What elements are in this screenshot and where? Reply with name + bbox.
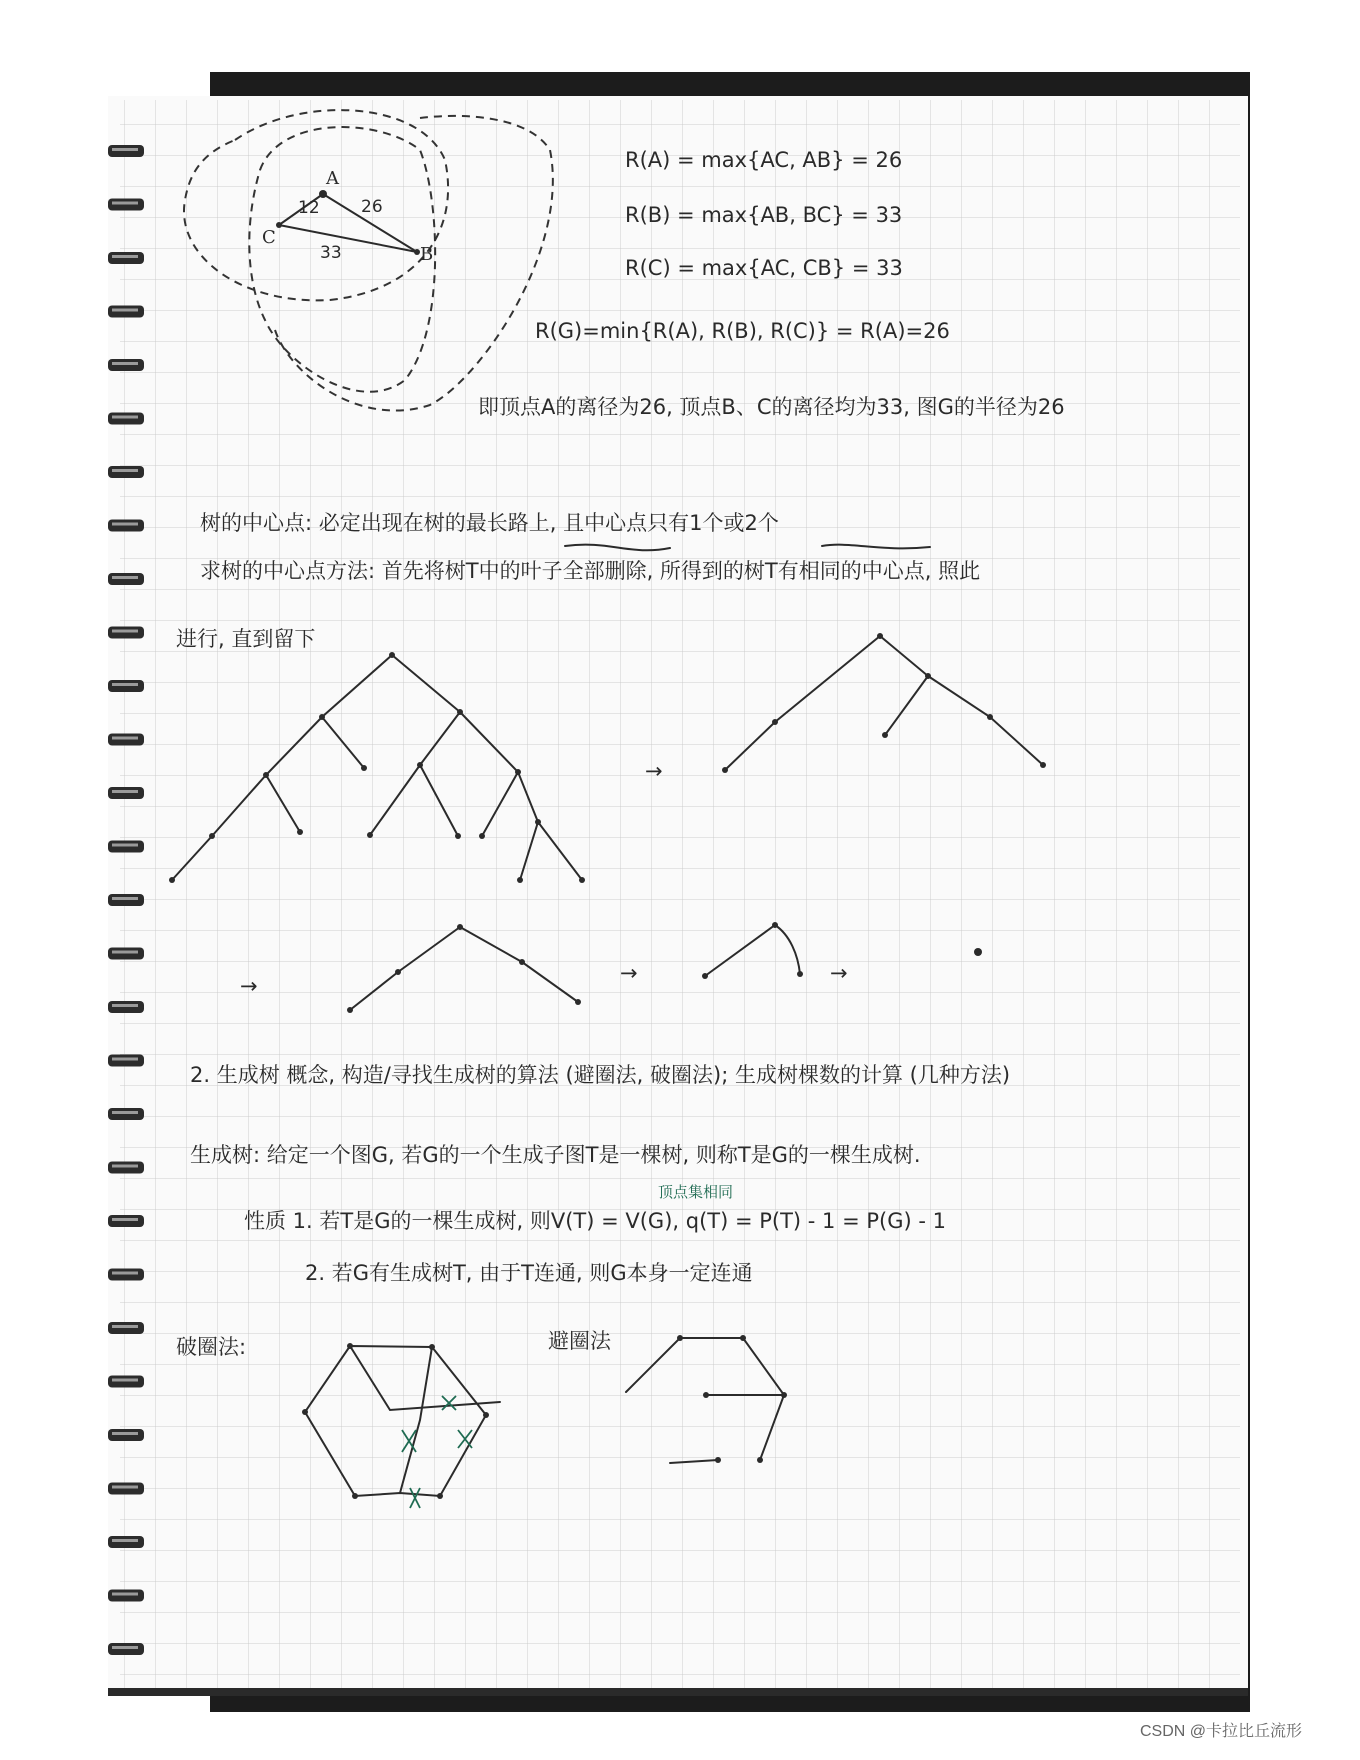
spiral-coil-highlight [112, 1593, 138, 1596]
arrow-4: → [830, 961, 848, 985]
property-1: 性质 1. 若T是G的一棵生成树, 则V(T) = V(G), q(T) = P(T) - 1 = P(G) - 1 [244, 1209, 946, 1233]
spanning-tree-definition: 生成树: 给定一个图G, 若G的一个生成子图T是一棵树, 则称T是G的一棵生成树. [190, 1143, 921, 1167]
avoid-cycle-label: 避圈法 [548, 1329, 611, 1353]
page-shadow-edge [108, 1688, 1248, 1696]
arrow-1: → [645, 759, 663, 783]
break-cycle-label: 破圈法: [176, 1335, 247, 1359]
spiral-coil-highlight [112, 737, 138, 740]
spiral-coil-highlight [112, 1539, 138, 1542]
spiral-coil-highlight [112, 1058, 138, 1061]
tree-step-5-center [974, 948, 982, 956]
radius-line-b: R(B) = max{AB, BC} = 33 [625, 203, 903, 227]
spiral-coil-highlight [112, 1165, 138, 1168]
spiral-coil-highlight [112, 790, 138, 793]
spiral-coil-highlight [112, 148, 138, 151]
spiral-coil-highlight [112, 255, 138, 258]
spiral-coil-highlight [112, 523, 138, 526]
spiral-coil-highlight [112, 1379, 138, 1382]
spiral-coil-highlight [112, 683, 138, 686]
spiral-coil-highlight [112, 897, 138, 900]
spiral-coil-highlight [112, 576, 138, 579]
spiral-coil-highlight [112, 1325, 138, 1328]
graph-radius-line: R(G)=min{R(A), R(B), R(C)} = R(A)=26 [535, 319, 950, 343]
spiral-coil-highlight [112, 1004, 138, 1007]
radius-line-a: R(A) = max{AC, AB} = 26 [625, 148, 903, 172]
spiral-coil-highlight [112, 951, 138, 954]
spiral-coil-highlight [112, 416, 138, 419]
vertex-a-label: A [326, 168, 339, 189]
spiral-coil-highlight [112, 1111, 138, 1114]
radius-line-c: R(C) = max{AC, CB} = 33 [625, 256, 903, 280]
spiral-coil-highlight [112, 1646, 138, 1649]
spiral-coil-highlight [112, 1272, 138, 1275]
edge-ac-weight: 12 [298, 198, 320, 218]
vertex-b-label: B [420, 244, 434, 265]
vertex-c-label: C [262, 227, 276, 248]
spiral-coil-highlight [112, 844, 138, 847]
spiral-coil-highlight [112, 630, 138, 633]
tree-center-method-cont: 进行, 直到留下 [176, 627, 316, 651]
tree-center-statement: 树的中心点: 必定出现在树的最长路上, 且中心点只有1个或2个 [200, 511, 779, 535]
spiral-coil-highlight [112, 1218, 138, 1221]
spiral-coil-highlight [112, 1486, 138, 1489]
edge-ab-weight: 26 [361, 197, 383, 217]
radius-conclusion: 即顶点A的离径为26, 顶点B、C的离径均为33, 图G的半径为26 [478, 395, 1065, 419]
arrow-3: → [620, 961, 638, 985]
arrow-2: → [240, 974, 258, 998]
property-2: 2. 若G有生成树T, 由于T连通, 则G本身一定连通 [305, 1261, 753, 1285]
spiral-coil-highlight [112, 1432, 138, 1435]
spiral-coil-highlight [112, 362, 138, 365]
edge-bc-weight: 33 [320, 243, 342, 263]
spiral-coil-highlight [112, 202, 138, 205]
spanning-tree-topics: 2. 生成树 概念, 构造/寻找生成树的算法 (避圈法, 破圈法); 生成树棵数的计算 (几种方法) [190, 1063, 1011, 1087]
property-1-annotation: 顶点集相同 [658, 1183, 734, 1201]
spiral-coil-highlight [112, 309, 138, 312]
tree-center-method: 求树的中心点方法: 首先将树T中的叶子全部删除, 所得到的树T有相同的中心点, 照此 [200, 559, 981, 583]
csdn-watermark: CSDN @卡拉比丘流形 [1140, 1723, 1303, 1740]
spiral-coil-highlight [112, 469, 138, 472]
